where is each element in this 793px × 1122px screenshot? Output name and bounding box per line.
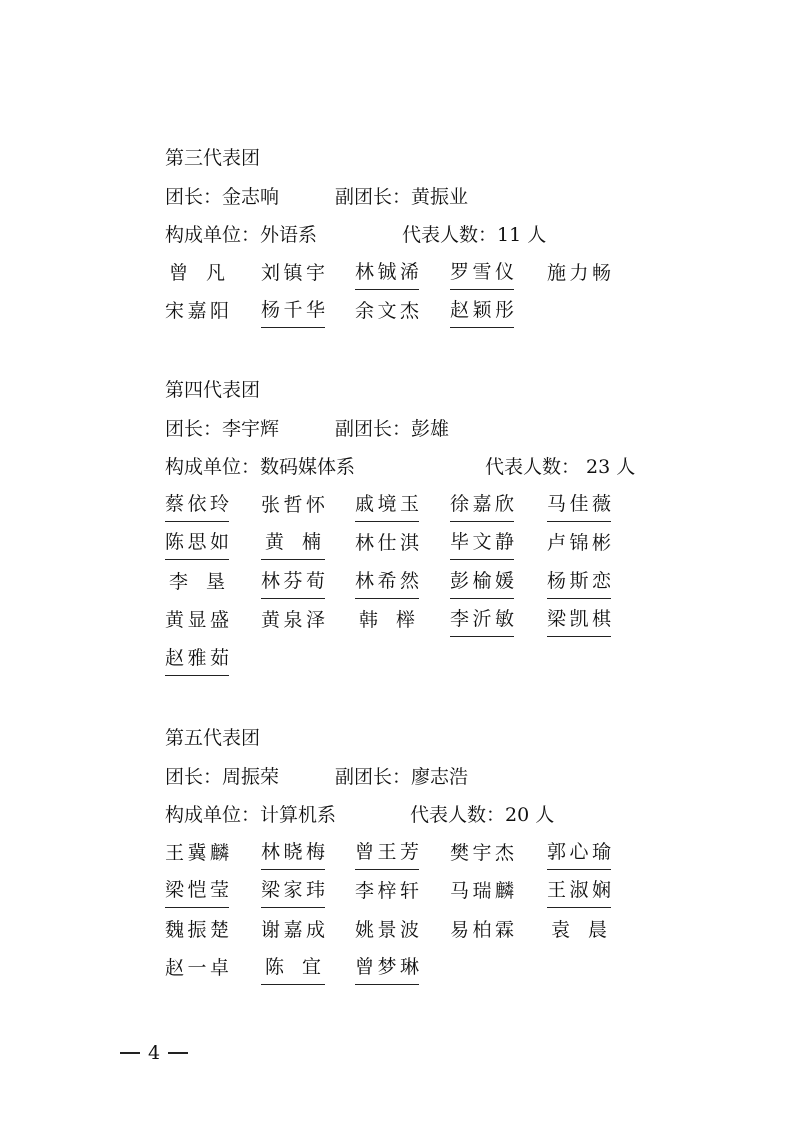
names-row bbox=[165, 950, 725, 989]
delegate-name: 曾凡 bbox=[169, 261, 225, 284]
delegate-name: 彭榆媛 bbox=[450, 564, 514, 599]
delegate-name: 戚境玉 bbox=[355, 487, 419, 522]
delegate-name: 魏振楚 bbox=[165, 918, 229, 941]
delegate-name: 曾梦琳 bbox=[355, 950, 419, 985]
leader-text: 团长：周振荣 bbox=[165, 765, 280, 788]
unit-text: 构成单位：数码媒体系 bbox=[165, 456, 356, 478]
delegate-name: 李垦 bbox=[169, 570, 225, 593]
names-row bbox=[165, 873, 725, 912]
delegate-name: 曾王芳 bbox=[355, 835, 419, 870]
right-dash bbox=[168, 1052, 188, 1053]
delegation-3 bbox=[165, 139, 725, 332]
page-number: 4 bbox=[148, 1042, 161, 1064]
delegate-name: 毕文静 bbox=[450, 525, 514, 560]
unit-text: 构成单位：计算机系 bbox=[165, 804, 337, 826]
names-row bbox=[165, 564, 725, 603]
count-text: 代表人数： 23 人 bbox=[485, 456, 636, 478]
delegate-name: 赵一卓 bbox=[165, 957, 229, 979]
delegate-name: 林铖浠 bbox=[355, 255, 419, 290]
leader-line bbox=[165, 758, 725, 797]
delegate-name: 刘镇宇 bbox=[261, 261, 325, 284]
delegate-name: 梁家玮 bbox=[261, 873, 325, 908]
delegate-name: 姚景波 bbox=[355, 918, 419, 941]
vice-leader-text: 副团长：廖志浩 bbox=[335, 765, 469, 788]
delegation-title bbox=[165, 371, 725, 410]
page-footer bbox=[120, 1038, 188, 1068]
delegate-name: 梁恺莹 bbox=[165, 873, 229, 908]
delegate-name: 谢嘉成 bbox=[261, 918, 325, 941]
names-row bbox=[165, 641, 725, 680]
left-dash bbox=[120, 1052, 140, 1053]
delegation-title bbox=[165, 719, 725, 758]
delegate-name: 李梓轩 bbox=[355, 880, 419, 902]
leader-text: 团长：李宇辉 bbox=[165, 417, 280, 440]
leader-text: 团长：金志响 bbox=[165, 185, 280, 208]
delegation-title bbox=[165, 139, 725, 178]
delegate-name: 赵颖彤 bbox=[450, 293, 514, 328]
delegate-name: 赵雅茹 bbox=[165, 641, 229, 676]
delegate-name: 张哲怀 bbox=[261, 493, 325, 516]
title-text: 第四代表团 bbox=[165, 379, 261, 401]
names-row bbox=[165, 293, 725, 332]
delegate-name: 黄楠 bbox=[261, 525, 325, 560]
title-text: 第三代表团 bbox=[165, 147, 261, 169]
delegate-name: 樊宇杰 bbox=[450, 841, 514, 864]
delegate-name: 韩榉 bbox=[359, 609, 415, 631]
delegate-name: 罗雪仪 bbox=[450, 255, 514, 290]
delegate-name: 王冀麟 bbox=[165, 841, 229, 864]
delegate-name: 杨斯恋 bbox=[547, 564, 611, 599]
delegate-name: 郭心瑜 bbox=[547, 835, 611, 870]
unit-line bbox=[165, 796, 725, 835]
count-text: 代表人数：11 人 bbox=[402, 224, 547, 246]
vice-leader-text: 副团长：黄振业 bbox=[335, 185, 469, 208]
delegate-name: 马瑞麟 bbox=[450, 880, 514, 902]
leader-line bbox=[165, 410, 725, 449]
names-row bbox=[165, 835, 725, 874]
delegate-name: 李沂敏 bbox=[450, 602, 514, 637]
delegate-name: 卢锦彬 bbox=[547, 532, 611, 554]
delegate-name: 马佳薇 bbox=[547, 487, 611, 522]
names-row bbox=[165, 525, 725, 564]
delegate-name: 王淑娴 bbox=[547, 873, 611, 908]
delegation-4 bbox=[165, 371, 725, 679]
delegate-name: 施力畅 bbox=[547, 261, 611, 284]
delegate-name: 林芬荀 bbox=[261, 564, 325, 599]
delegate-name: 宋嘉阳 bbox=[165, 300, 229, 322]
vice-leader-text: 副团长：彭雄 bbox=[335, 417, 450, 440]
delegate-name: 袁晨 bbox=[551, 918, 607, 941]
delegate-name: 林希然 bbox=[355, 564, 419, 599]
unit-text: 构成单位：外语系 bbox=[165, 224, 318, 246]
delegate-name: 林仕淇 bbox=[355, 532, 419, 554]
names-row bbox=[165, 912, 725, 951]
delegate-name: 易柏霖 bbox=[450, 918, 514, 941]
names-row bbox=[165, 602, 725, 641]
delegate-name: 陈宜 bbox=[261, 950, 325, 985]
delegate-name: 杨千华 bbox=[261, 293, 325, 328]
delegate-name: 黄泉泽 bbox=[261, 609, 325, 631]
delegate-name: 陈思如 bbox=[165, 525, 229, 560]
unit-line bbox=[165, 216, 725, 255]
title-text: 第五代表团 bbox=[165, 727, 261, 749]
delegation-5 bbox=[165, 719, 725, 989]
names-row bbox=[165, 255, 725, 294]
delegate-name: 徐嘉欣 bbox=[450, 487, 514, 522]
leader-line bbox=[165, 178, 725, 217]
names-row bbox=[165, 487, 725, 526]
delegate-name: 蔡依玲 bbox=[165, 487, 229, 522]
unit-line bbox=[165, 448, 725, 487]
delegate-name: 梁凯棋 bbox=[547, 602, 611, 637]
delegate-name: 余文杰 bbox=[355, 300, 419, 322]
count-text: 代表人数：20 人 bbox=[410, 804, 555, 826]
delegate-name: 林晓梅 bbox=[261, 835, 325, 870]
delegate-name: 黄显盛 bbox=[165, 609, 229, 631]
